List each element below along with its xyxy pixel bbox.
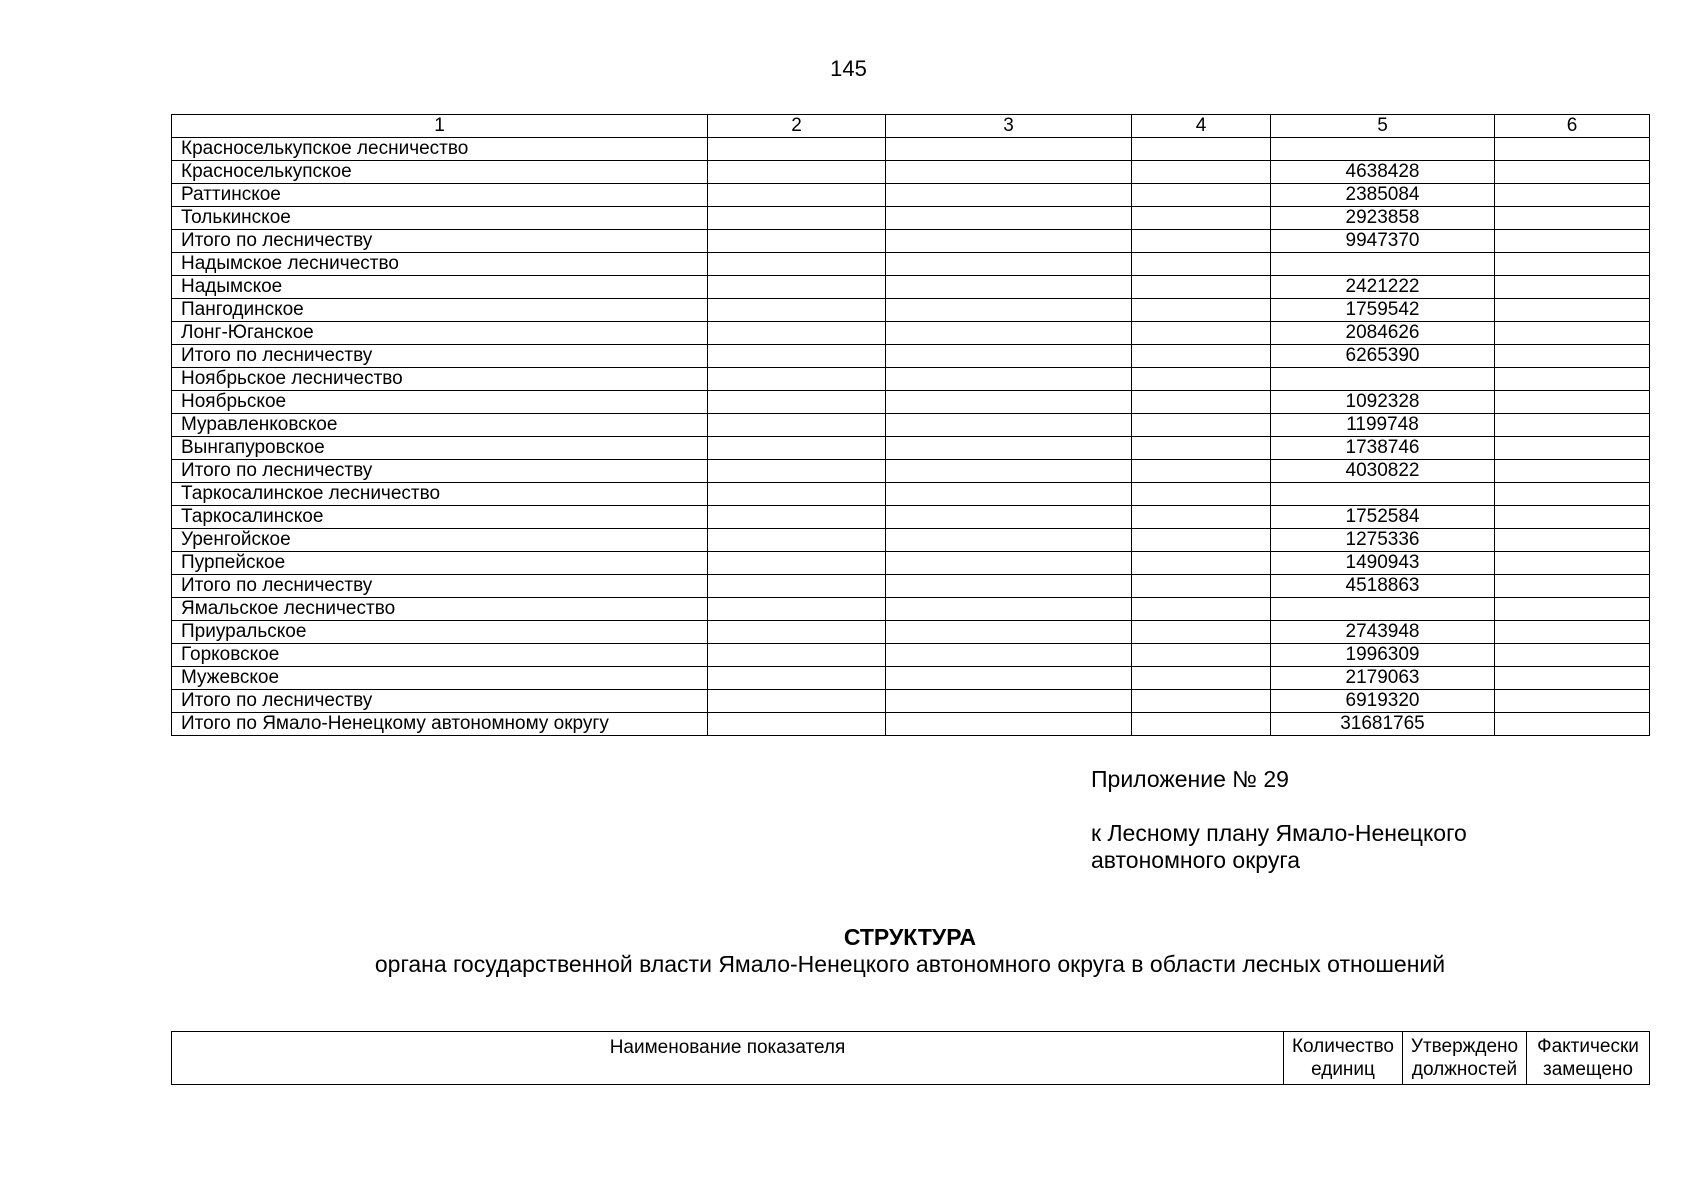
row-name-cell: Итого по лесничеству — [172, 230, 708, 253]
empty-cell — [1495, 299, 1650, 322]
row-name-cell: Ноябрьское лесничество — [172, 368, 708, 391]
empty-cell — [708, 391, 886, 414]
empty-cell — [1132, 552, 1271, 575]
empty-cell — [708, 276, 886, 299]
empty-cell — [886, 368, 1132, 391]
row-name-cell: Итого по Ямало-Ненецкому автономному округу — [172, 713, 708, 736]
row-name-cell: Пурпейское — [172, 552, 708, 575]
header-approved-positions: Утверждено должностей — [1403, 1032, 1527, 1085]
row-name-cell: Надымское — [172, 276, 708, 299]
empty-cell — [708, 299, 886, 322]
empty-cell — [1132, 368, 1271, 391]
table-row — [172, 690, 1650, 713]
row-name-cell: Муравленковское — [172, 414, 708, 437]
empty-cell — [1132, 345, 1271, 368]
row-name-cell: Пангодинское — [172, 299, 708, 322]
empty-cell — [886, 253, 1132, 276]
empty-cell — [708, 207, 886, 230]
empty-cell — [1132, 276, 1271, 299]
empty-cell — [708, 437, 886, 460]
empty-cell — [1495, 575, 1650, 598]
row-name-cell: Толькинское — [172, 207, 708, 230]
row-value-cell: 31681765 — [1271, 713, 1495, 736]
empty-cell — [886, 276, 1132, 299]
empty-cell — [1132, 713, 1271, 736]
empty-cell — [708, 506, 886, 529]
empty-cell — [1495, 713, 1650, 736]
empty-cell — [1495, 161, 1650, 184]
empty-cell — [1132, 230, 1271, 253]
table-row — [172, 138, 1650, 161]
empty-cell — [708, 529, 886, 552]
row-value-cell — [1271, 253, 1495, 276]
empty-cell — [1495, 138, 1650, 161]
empty-cell — [1132, 483, 1271, 506]
empty-cell — [1495, 460, 1650, 483]
row-value-cell: 1275336 — [1271, 529, 1495, 552]
structure-subtitle: органа государственной власти Ямало-Ненецкого автономного округа в области лесных отношений — [374, 951, 1446, 977]
empty-cell — [1495, 414, 1650, 437]
row-value-cell: 2743948 — [1271, 621, 1495, 644]
empty-cell — [886, 483, 1132, 506]
empty-cell — [886, 529, 1132, 552]
empty-cell — [1132, 414, 1271, 437]
row-value-cell: 1490943 — [1271, 552, 1495, 575]
table-row — [172, 713, 1650, 736]
empty-cell — [708, 713, 886, 736]
empty-cell — [1495, 184, 1650, 207]
header-actually-filled: Фактически замещено — [1527, 1032, 1650, 1085]
row-value-cell: 9947370 — [1271, 230, 1495, 253]
empty-cell — [708, 575, 886, 598]
row-value-cell: 4638428 — [1271, 161, 1495, 184]
empty-cell — [708, 621, 886, 644]
row-value-cell: 6265390 — [1271, 345, 1495, 368]
row-value-cell — [1271, 598, 1495, 621]
row-name-cell: Надымское лесничество — [172, 253, 708, 276]
row-value-cell: 2179063 — [1271, 667, 1495, 690]
row-name-cell: Раттинское — [172, 184, 708, 207]
empty-cell — [1132, 138, 1271, 161]
structure-table — [171, 1031, 1650, 1085]
table-row — [172, 276, 1650, 299]
empty-cell — [708, 667, 886, 690]
empty-cell — [886, 690, 1132, 713]
row-value-cell: 1199748 — [1271, 414, 1495, 437]
structure-title: СТРУКТУРА — [843, 924, 977, 950]
empty-cell — [886, 621, 1132, 644]
row-name-cell: Красноселькупское лесничество — [172, 138, 708, 161]
empty-cell — [708, 368, 886, 391]
row-value-cell: 2923858 — [1271, 207, 1495, 230]
empty-cell — [1495, 345, 1650, 368]
empty-cell — [708, 598, 886, 621]
empty-cell — [886, 322, 1132, 345]
row-name-cell: Итого по лесничеству — [172, 690, 708, 713]
empty-cell — [886, 644, 1132, 667]
row-name-cell: Итого по лесничеству — [172, 345, 708, 368]
table-row — [172, 414, 1650, 437]
empty-cell — [708, 184, 886, 207]
row-value-cell — [1271, 138, 1495, 161]
row-value-cell: 1996309 — [1271, 644, 1495, 667]
empty-cell — [708, 644, 886, 667]
row-value-cell: 4518863 — [1271, 575, 1495, 598]
empty-cell — [1132, 621, 1271, 644]
empty-cell — [708, 322, 886, 345]
empty-cell — [708, 690, 886, 713]
forestry-table — [171, 114, 1650, 736]
header-units-count: Количество единиц — [1284, 1032, 1403, 1085]
table-row — [172, 184, 1650, 207]
row-name-cell: Лонг-Юганское — [172, 322, 708, 345]
empty-cell — [1132, 184, 1271, 207]
row-name-cell: Итого по лесничеству — [172, 460, 708, 483]
empty-cell — [1495, 368, 1650, 391]
empty-cell — [886, 345, 1132, 368]
empty-cell — [1495, 276, 1650, 299]
empty-cell — [1132, 207, 1271, 230]
table-row — [172, 391, 1650, 414]
empty-cell — [708, 460, 886, 483]
empty-cell — [1132, 253, 1271, 276]
page-number: 145 — [830, 56, 867, 81]
table-row — [172, 161, 1650, 184]
empty-cell — [1132, 460, 1271, 483]
empty-cell — [886, 230, 1132, 253]
table-row — [172, 575, 1650, 598]
row-value-cell: 2421222 — [1271, 276, 1495, 299]
table-row — [172, 621, 1650, 644]
row-name-cell: Вынгапуровское — [172, 437, 708, 460]
row-name-cell: Ноябрьское — [172, 391, 708, 414]
empty-cell — [1132, 667, 1271, 690]
empty-cell — [886, 667, 1132, 690]
table-row — [172, 460, 1650, 483]
empty-cell — [886, 138, 1132, 161]
empty-cell — [1495, 667, 1650, 690]
table-row — [172, 506, 1650, 529]
empty-cell — [886, 575, 1132, 598]
table-row — [172, 552, 1650, 575]
empty-cell — [886, 299, 1132, 322]
empty-cell — [1495, 552, 1650, 575]
appendix-reference: к Лесному плану Ямало-Ненецкого автономного округа — [1091, 820, 1467, 873]
empty-cell — [708, 138, 886, 161]
empty-cell — [886, 598, 1132, 621]
empty-cell — [1132, 690, 1271, 713]
row-value-cell: 1092328 — [1271, 391, 1495, 414]
table-row — [172, 529, 1650, 552]
empty-cell — [1495, 506, 1650, 529]
empty-cell — [886, 414, 1132, 437]
empty-cell — [708, 230, 886, 253]
empty-cell — [886, 161, 1132, 184]
table-row — [172, 322, 1650, 345]
empty-cell — [1495, 207, 1650, 230]
empty-cell — [1495, 621, 1650, 644]
empty-cell — [1495, 529, 1650, 552]
structure-header-row — [172, 1032, 1650, 1085]
row-value-cell: 2084626 — [1271, 322, 1495, 345]
empty-cell — [886, 184, 1132, 207]
empty-cell — [1495, 690, 1650, 713]
row-value-cell: 4030822 — [1271, 460, 1495, 483]
empty-cell — [1132, 598, 1271, 621]
row-value-cell: 2385084 — [1271, 184, 1495, 207]
empty-cell — [708, 483, 886, 506]
header-indicator-name: Наименование показателя — [172, 1032, 1284, 1085]
table-row — [172, 483, 1650, 506]
table-row — [172, 437, 1650, 460]
empty-cell — [708, 345, 886, 368]
table-row — [172, 667, 1650, 690]
empty-cell — [886, 506, 1132, 529]
row-value-cell: 1759542 — [1271, 299, 1495, 322]
empty-cell — [1495, 322, 1650, 345]
column-header: 1 — [172, 115, 708, 138]
empty-cell — [1132, 161, 1271, 184]
empty-cell — [708, 253, 886, 276]
empty-cell — [708, 414, 886, 437]
empty-cell — [1495, 644, 1650, 667]
empty-cell — [886, 207, 1132, 230]
empty-cell — [1132, 529, 1271, 552]
row-name-cell: Таркосалинское — [172, 506, 708, 529]
row-value-cell: 1738746 — [1271, 437, 1495, 460]
empty-cell — [1495, 253, 1650, 276]
table-row — [172, 230, 1650, 253]
empty-cell — [708, 552, 886, 575]
column-header: 3 — [886, 115, 1132, 138]
empty-cell — [1495, 483, 1650, 506]
row-value-cell — [1271, 368, 1495, 391]
column-header: 6 — [1495, 115, 1650, 138]
row-name-cell: Итого по лесничеству — [172, 575, 708, 598]
row-value-cell: 6919320 — [1271, 690, 1495, 713]
row-value-cell — [1271, 483, 1495, 506]
table-row — [172, 299, 1650, 322]
table-row — [172, 207, 1650, 230]
empty-cell — [1495, 598, 1650, 621]
column-header: 2 — [708, 115, 886, 138]
table-row — [172, 644, 1650, 667]
empty-cell — [886, 391, 1132, 414]
empty-cell — [1132, 644, 1271, 667]
empty-cell — [1132, 299, 1271, 322]
empty-cell — [708, 161, 886, 184]
empty-cell — [1132, 506, 1271, 529]
table-row — [172, 368, 1650, 391]
row-name-cell: Приуральское — [172, 621, 708, 644]
table-row — [172, 345, 1650, 368]
empty-cell — [1132, 575, 1271, 598]
empty-cell — [886, 460, 1132, 483]
empty-cell — [1495, 230, 1650, 253]
table-row — [172, 253, 1650, 276]
row-name-cell: Уренгойское — [172, 529, 708, 552]
column-header: 5 — [1271, 115, 1495, 138]
empty-cell — [886, 437, 1132, 460]
empty-cell — [1132, 391, 1271, 414]
appendix-number: Приложение № 29 — [1091, 766, 1289, 792]
empty-cell — [886, 552, 1132, 575]
row-value-cell: 1752584 — [1271, 506, 1495, 529]
row-name-cell: Ямальское лесничество — [172, 598, 708, 621]
row-name-cell: Горковское — [172, 644, 708, 667]
row-name-cell: Красноселькупское — [172, 161, 708, 184]
empty-cell — [1495, 391, 1650, 414]
empty-cell — [1495, 437, 1650, 460]
table-header-row — [172, 115, 1650, 138]
empty-cell — [1132, 437, 1271, 460]
row-name-cell: Таркосалинское лесничество — [172, 483, 708, 506]
table-row — [172, 598, 1650, 621]
empty-cell — [886, 713, 1132, 736]
column-header: 4 — [1132, 115, 1271, 138]
empty-cell — [1132, 322, 1271, 345]
row-name-cell: Мужевское — [172, 667, 708, 690]
